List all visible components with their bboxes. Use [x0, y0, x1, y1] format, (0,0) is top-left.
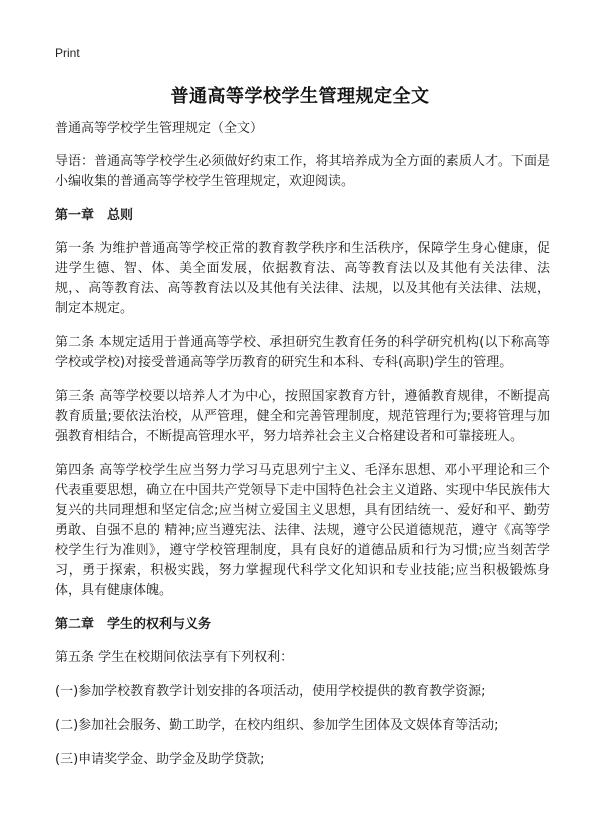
article-4: 第四条 高等学校学生应当努力学习马克思列宁主义、毛泽东思想、邓小平理论和三个代表重要思想，确立在中国共产党领导下走中国特色社会主义道路、实现中华民族伟大复兴的共同理想和坚定信念;应当树立爱国主义思想，具有团结统一、爱好和平、勤劳勇敢、自强不息的 精神;应当遵宪法、法律、法规，遵守公民道德规范，遵守《高等学校学生行为准则》，遵守学校管理制度，具有良好的道德品质和行为习惯;应当刻苦学习，勇于探索，积极实践，努力掌握现代科学文化知识和专业技能;应当积极锻炼身体，具有健康体魄。	[55, 463, 550, 598]
article-3: 第三条 高等学校要以培养人才为中心，按照国家教育方针，遵循教育规律，不断提高教育质量;要依法治校，从严管理，健全和完善管理制度，规范管理行为;要将管理与加强教育相结合，不断提高管理水平，努力培养社会主义合格建设者和可靠接班人。	[55, 389, 550, 444]
document-subtitle: 普通高等学校学生管理规定（全文）	[55, 121, 264, 136]
chapter-1-heading: 第一章 总则	[55, 208, 134, 223]
right-item-1: (一)参加学校教育教学计划安排的各项活动，使用学校提供的教育教学资源;	[55, 684, 486, 699]
chapter-2-heading: 第二章 学生的权利与义务	[55, 617, 212, 632]
article-2: 第二条 本规定适用于普通高等学校、承担研究生教育任务的科学研究机构(以下称高等学校或学校)对接受普通高等学历教育的研究生和本科、专科(高职)学生的管理。	[55, 335, 550, 370]
intro-paragraph: 导语：普通高等学校学生必须做好约束工作，将其培养成为全方面的素质人才。下面是小编收集的普通高等学校学生管理规定，欢迎阅读。	[55, 154, 550, 189]
article-5: 第五条 学生在校期间依法享有下列权利：	[55, 650, 294, 665]
right-item-2: (二)参加社会服务、勤工助学，在校内组织、参加学生团体及文娱体育等活动;	[55, 718, 499, 733]
right-item-3: (三)申请奖学金、助学金及助学贷款;	[55, 752, 265, 767]
article-1: 第一条 为维护普通高等学校正常的教育教学秩序和生活秩序，保障学生身心健康，促进学生德、智、体、美全面发展，依据教育法、高等教育法以及其他有关法律、法规，、高等教育法、高等教育法以及其他有关法律、法规，以及其他有关法律、法规，制定本规定。	[55, 241, 550, 316]
document-body	[55, 119, 550, 784]
page-title: 普通高等学校学生管理规定全文	[170, 86, 430, 107]
print-link[interactable]: Print	[55, 46, 80, 60]
